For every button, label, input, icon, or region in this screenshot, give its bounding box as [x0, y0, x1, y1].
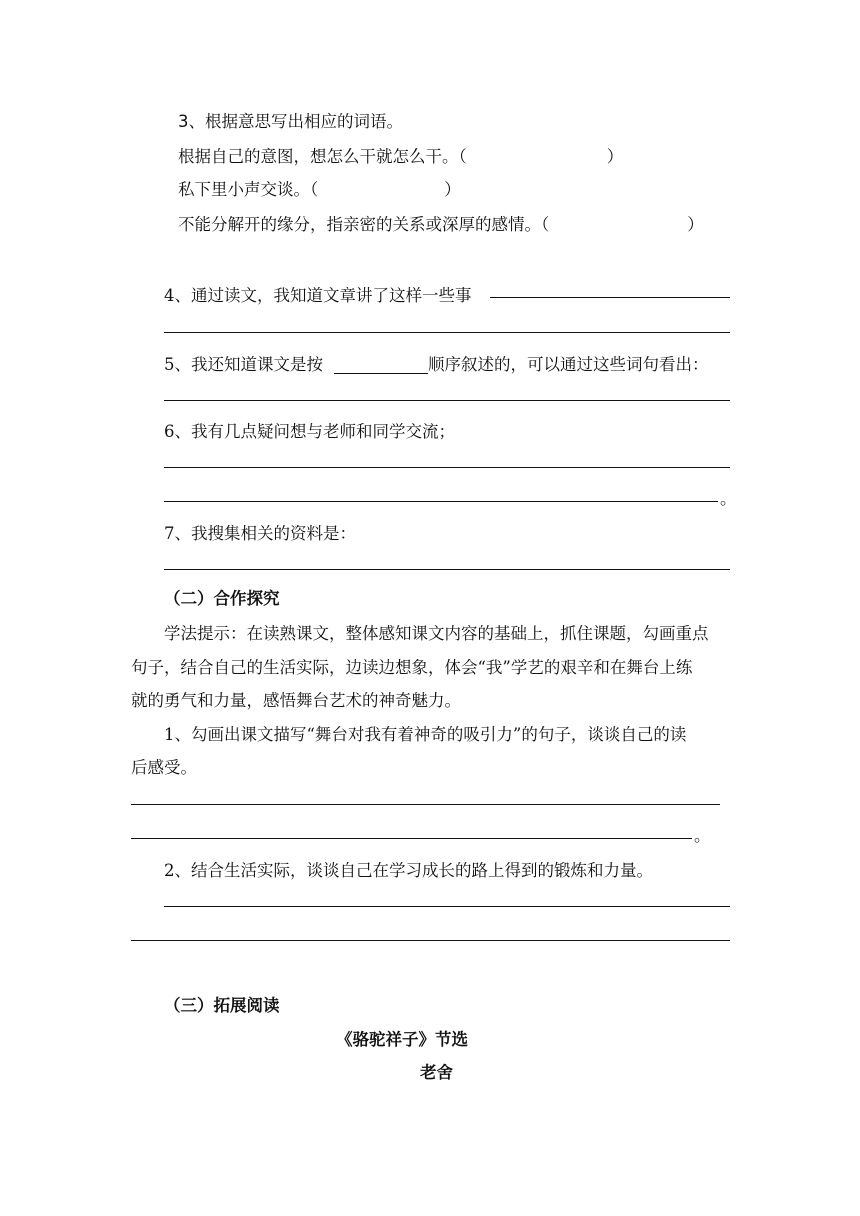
item5-text-a: 5、我还知道课文是按 — [164, 355, 323, 374]
close-paren: ） — [687, 215, 704, 234]
question-text: 不能分解开的缘分，指亲密的关系或深厚的感情。（ — [178, 215, 550, 234]
hint-line-3: 就的勇气和力量，感悟舞台艺术的神奇魅力。 — [131, 691, 461, 710]
item4-prompt — [164, 282, 472, 306]
section3-question-3 — [178, 211, 704, 235]
hint-line-2: 句子，结合自己的生活实际，边读边想象，体会“我”学艺的艰辛和在舞台上练 — [131, 658, 693, 677]
hint-line-1: 学法提示：在读熟课文，整体感知课文内容的基础上，抓住课题，勾画重点 — [164, 624, 709, 643]
item5-prompt — [164, 351, 709, 375]
answer-line[interactable] — [164, 332, 730, 333]
answer-line[interactable] — [131, 804, 720, 805]
answer-line[interactable] — [131, 838, 692, 839]
question-text: 根据自己的意图，想怎么干就怎么干。（ — [178, 147, 467, 166]
answer-line[interactable] — [164, 467, 730, 468]
order-blank[interactable] — [334, 355, 428, 374]
answer-line[interactable] — [490, 297, 730, 298]
answer-line[interactable] — [164, 501, 718, 502]
answer-line[interactable] — [164, 400, 730, 401]
section3-question-2 — [178, 176, 461, 200]
part2-heading: （二）合作探究 — [164, 589, 280, 608]
item5-text-b: 顺序叙述的，可以通过这些词句看出： — [428, 355, 709, 374]
reading-title: 《骆驼祥子》节选 — [336, 1030, 468, 1049]
part2-question-1-line-2: 后感受。 — [131, 758, 197, 777]
item4-text: 4、通过读文，我知道文章讲了这样一些事 — [164, 286, 472, 305]
section3-question-1 — [178, 143, 623, 167]
part2-question-1-line-1: 1、勾画出课文描写“舞台对我有着神奇的吸引力”的句子，谈谈自己的读 — [164, 725, 687, 744]
answer-line[interactable] — [164, 569, 730, 570]
item6-prompt: 6、我有几点疑问想与老师和同学交流； — [164, 422, 455, 441]
close-paren: ） — [606, 147, 624, 166]
end-mark: 。 — [720, 489, 737, 508]
reading-author: 老舍 — [420, 1063, 453, 1082]
answer-line[interactable] — [131, 940, 730, 941]
section3-heading: 3、根据意思写出相应的词语。 — [178, 112, 403, 131]
part2-question-2: 2、结合生活实际，谈谈自己在学习成长的路上得到的锻炼和力量。 — [164, 861, 653, 880]
end-mark: 。 — [694, 826, 711, 845]
answer-line[interactable] — [164, 906, 730, 907]
part3-heading: （三）拓展阅读 — [164, 996, 280, 1015]
question-text: 私下里小声交谈。（ — [178, 180, 319, 199]
item7-prompt: 7、我搜集相关的资料是： — [164, 524, 356, 543]
close-paren: ） — [444, 180, 461, 199]
